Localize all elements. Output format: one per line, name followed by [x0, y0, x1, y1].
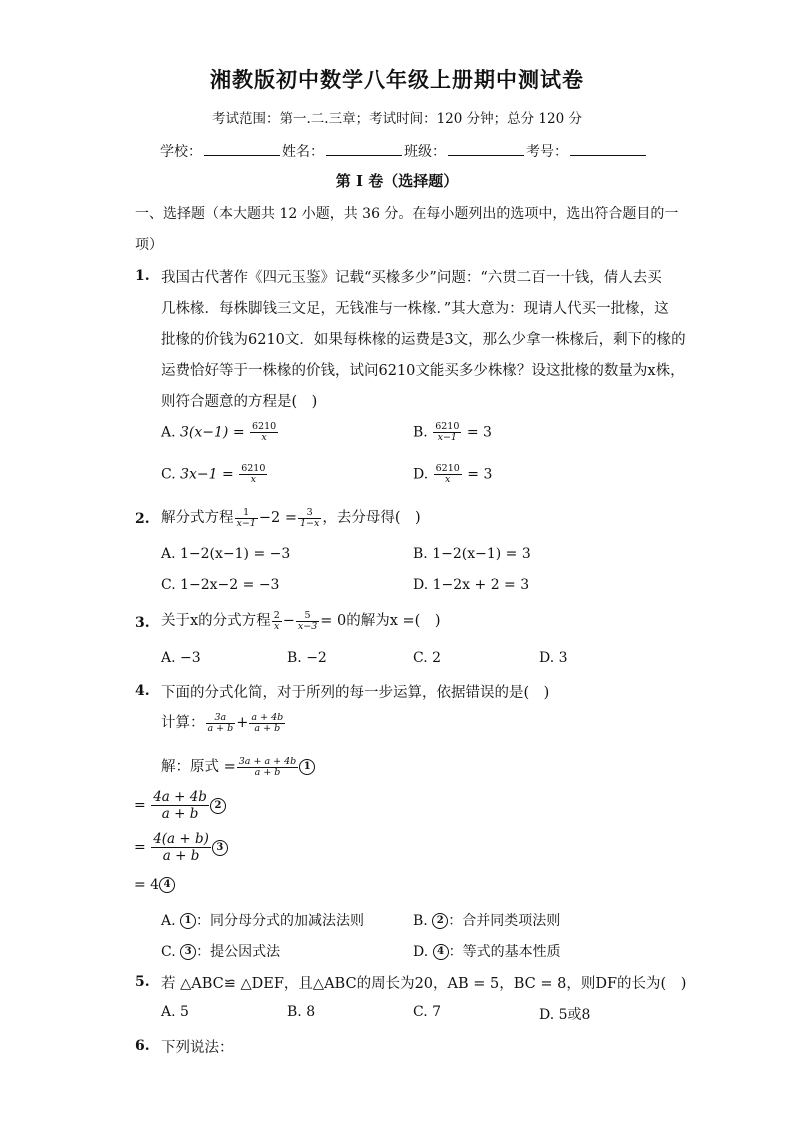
name-blank[interactable] — [326, 143, 402, 156]
q4-option-c[interactable]: C. 3 ：提公因式法 — [161, 944, 281, 960]
q1-option-a[interactable]: A. 3(x−1) = $\frac{6210}{x}$ — [161, 421, 277, 443]
q6-number: 6. — [135, 1038, 150, 1054]
q4-option-a[interactable]: A. 1 ：同分母分式的加减法法则 — [161, 913, 365, 929]
name-label: 姓名： — [282, 144, 324, 160]
q4-option-b[interactable]: B. 2 ：合并同类项法则 — [413, 913, 561, 929]
q2-option-b[interactable]: B. 1−2(x−1) = 3 — [413, 546, 531, 562]
q2-number: 2. — [135, 511, 150, 527]
info-fields — [160, 141, 648, 161]
q4-number: 4. — [135, 683, 150, 699]
part-instruction-line2: 项） — [135, 237, 163, 253]
q5-option-a[interactable]: A. 5 — [161, 1004, 189, 1020]
q5-option-b[interactable]: B. 8 — [287, 1004, 316, 1020]
exam-number-label: 考号： — [526, 144, 568, 160]
q5-text: 若 △ABC≌ △DEF，且△ABC的周长为20，AB = 5，BC = 8，则DF的长为( ) — [161, 976, 687, 992]
section-title: 第 I 卷（选择题） — [335, 172, 459, 190]
q1-option-c[interactable]: C. 3x−1 = $\frac{6210}{x}$ — [161, 463, 266, 485]
exam-meta: 考试范围：第一.二.三章；考试时间：120 分钟；总分 120 分 — [212, 111, 582, 127]
class-blank[interactable] — [448, 143, 524, 156]
q4-solution-step1: 解：原式 = $\frac{3a + a + 4b}{a + b}$ 1 — [161, 755, 315, 778]
q3-option-d[interactable]: D. 3 — [539, 650, 568, 666]
exam-title: 湘教版初中数学八年级上册期中测试卷 — [210, 67, 584, 92]
q5-option-d[interactable]: D. 5或8 — [539, 1007, 591, 1023]
q2-option-c[interactable]: C. 1−2x−2 = −3 — [161, 577, 280, 593]
step-2-marker: 2 — [210, 798, 226, 814]
q3-option-b[interactable]: B. −2 — [287, 650, 327, 666]
q5-number: 5. — [135, 974, 150, 990]
q4-text: 下面的分式化简，对于所列的每一步运算，依据错误的是( ) — [161, 685, 550, 701]
q1-number: 1. — [135, 268, 150, 284]
q4-solution-step4: = 4 4 — [134, 877, 175, 893]
q6-text: 下列说法： — [161, 1040, 234, 1056]
part-instruction-line1: 一、选择题（本大题共 12 小题，共 36 分。在每小题列出的选项中，选出符合题目的一 — [135, 206, 679, 222]
q1-d-fraction: $\frac{6210}{x}$ — [435, 463, 460, 485]
q1-line5: 则符合题意的方程是( ) — [161, 394, 318, 410]
q4-option-d[interactable]: D. 4 ：等式的基本性质 — [413, 944, 561, 960]
step-4-marker: 4 — [159, 877, 175, 893]
q3-option-c[interactable]: C. 2 — [413, 650, 442, 666]
school-blank[interactable] — [204, 143, 280, 156]
q1-option-d[interactable]: D. $\frac{6210}{x}$ = 3 — [413, 463, 493, 485]
q2-text: 解分式方程 $\frac{1}{x-1}$ −2 = $\frac{3}{1-x}$ ，去分母得( ) — [161, 506, 421, 529]
q4-calc: 计算： $\frac{3a}{a + b}$ + $\frac{a + 4b}{a + b}$ — [161, 711, 284, 734]
q2-option-d[interactable]: D. 1−2x + 2 = 3 — [413, 577, 530, 593]
q4-solution-step3: = $\frac{4(a + b)}{a + b}$ 3 — [134, 831, 228, 864]
q4-solution-step2: = $\frac{4a + 4b}{a + b}$ 2 — [134, 789, 226, 822]
q2-option-a[interactable]: A. 1−2(x−1) = −3 — [161, 546, 291, 562]
q1-line4: 运费恰好等于一株椽的价钱，试问6210文能买多少株椽？设这批椽的数量为x株， — [161, 363, 685, 379]
class-label: 班级： — [404, 144, 446, 160]
q1-line2: 几株椽．每株脚钱三文足，无钱准与一株椽．”其大意为：现请人代买一批椽，这 — [161, 301, 669, 317]
q5-option-c[interactable]: C. 7 — [413, 1004, 442, 1020]
q1-b-fraction: $\frac{6210}{x-1}$ — [435, 421, 460, 443]
q1-a-fraction: $\frac{6210}{x}$ — [252, 421, 277, 443]
q3-option-a[interactable]: A. −3 — [161, 650, 201, 666]
q1-line3: 批椽的价钱为6210文．如果每株椽的运费是3文，那么少拿一株椽后，剩下的椽的 — [161, 332, 686, 348]
step-3-marker: 3 — [212, 840, 228, 856]
q3-number: 3. — [135, 615, 150, 631]
step-1-marker: 1 — [299, 759, 315, 775]
q1-option-b[interactable]: B. $\frac{6210}{x-1}$ = 3 — [413, 421, 492, 443]
q1-line1: 我国古代著作《四元玉鉴》记载“买椽多少”问题：“六贯二百一十钱，倩人去买 — [161, 270, 662, 286]
exam-number-blank[interactable] — [570, 143, 646, 156]
school-label: 学校： — [160, 144, 202, 160]
q1-c-fraction: $\frac{6210}{x}$ — [241, 463, 266, 485]
q3-text: 关于x的分式方程 $\frac{2}{x}$ − $\frac{5}{x-3}$ = 0的解为x =( ) — [161, 609, 441, 632]
